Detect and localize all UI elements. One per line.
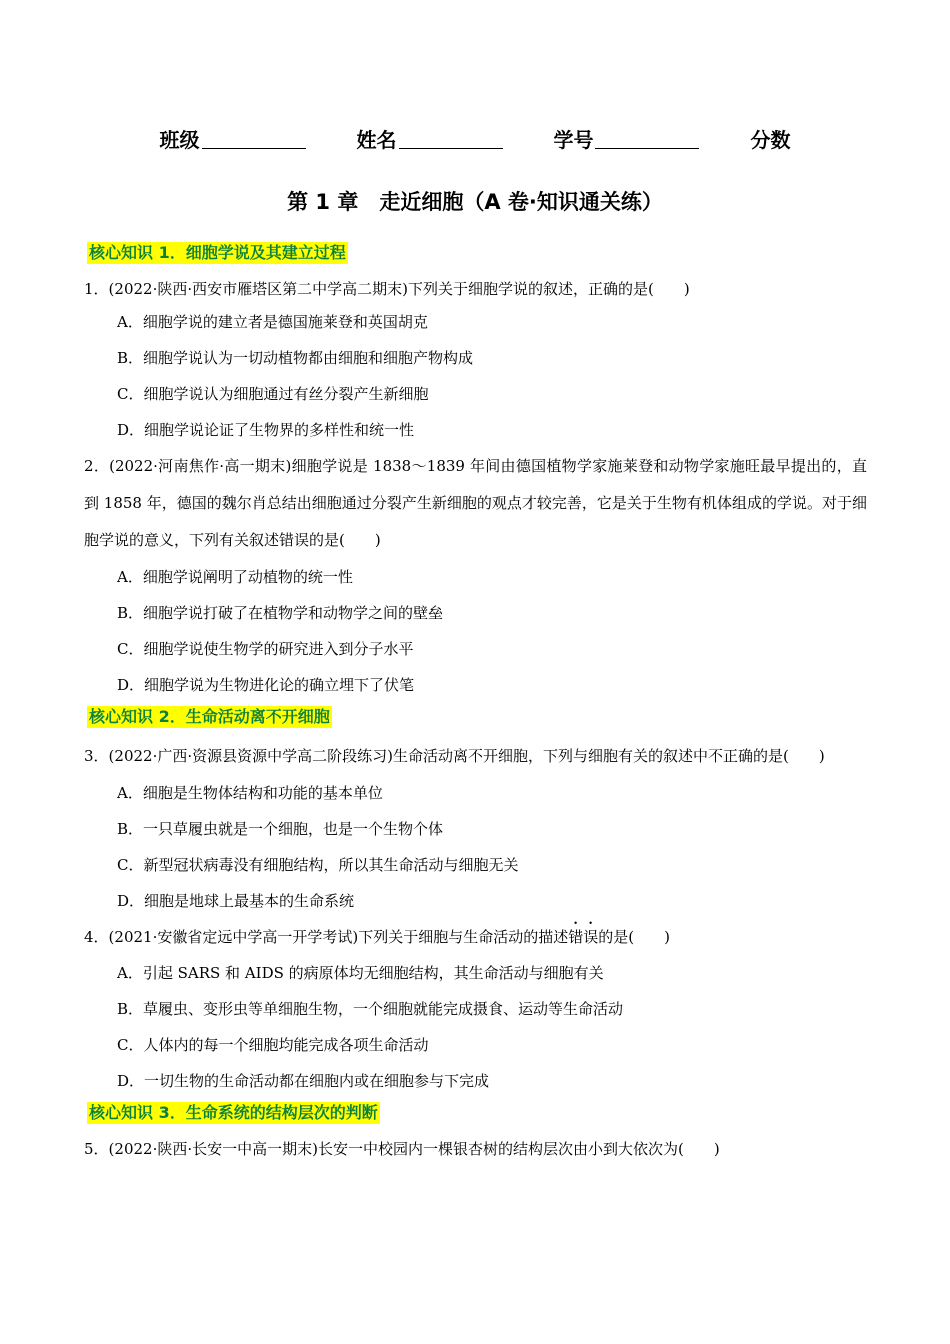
option-c: C．人体内的每一个细胞均能完成各项生命活动 (117, 1036, 429, 1054)
option-a: A．细胞学说阐明了动植物的统一性 (117, 568, 353, 586)
class-field (160, 124, 306, 153)
question (84, 448, 867, 703)
section-heading: 核心知识 1．细胞学说及其建立过程 (89, 243, 346, 262)
score-label: 分数 (750, 128, 791, 152)
question-stem: 1．(2022·陕西·西安市雁塔区第二中学高二期末)下列关于细胞学说的叙述，正确的是( ) (84, 280, 690, 298)
option-c: C．细胞学说使生物学的研究进入到分子水平 (117, 640, 414, 658)
question-stem: 3．(2022·广西·资源县资源中学高二阶段练习)生命活动离不开细胞，下列与细胞有关的叙述中不正确的是( ) (84, 747, 825, 765)
page-title: 第 1 章 走近细胞（A 卷·知识通关练） (287, 190, 663, 214)
question-stem (84, 919, 867, 955)
option-d: D．细胞学说为生物进化论的确立埋下了伏笔 (117, 676, 415, 694)
question-stem-suffix: 的是( ) (598, 928, 670, 946)
class-blank[interactable] (202, 130, 306, 149)
document-body (84, 239, 867, 1164)
option-b: B．一只草履虫就是一个细胞，也是一个生物个体 (117, 820, 444, 838)
question-stem-prefix: 4．(2021·安徽省定远中学高一开学考试)下列关于细胞与生命活动的描述 (84, 928, 569, 946)
name-blank[interactable] (399, 130, 503, 149)
section-heading: 核心知识 3．生命系统的结构层次的判断 (89, 1103, 378, 1122)
question (84, 919, 867, 1099)
option-d: D．细胞是地球上最基本的生命系统 (117, 892, 355, 910)
section (84, 1099, 867, 1164)
option-a: A．细胞学说的建立者是德国施莱登和英国胡克 (117, 313, 428, 331)
class-label: 班级 (159, 128, 200, 152)
section (84, 239, 867, 703)
section (84, 703, 867, 1099)
option-b: B．草履虫、变形虫等单细胞生物，一个细胞就能完成摄食、运动等生命活动 (117, 1000, 624, 1018)
question (84, 1134, 867, 1164)
question (84, 738, 867, 919)
section-heading: 核心知识 2．生命活动离不开细胞 (89, 707, 330, 726)
option-a: A．引起 SARS 和 AIDS 的病原体均无细胞结构，其生命活动与细胞有关 (117, 964, 604, 982)
score-field (750, 124, 790, 153)
option-b: B．细胞学说打破了在植物学和动物学之间的壁垒 (117, 604, 444, 622)
question-stem-emphasis: 错误 (568, 928, 599, 946)
option-c: C．细胞学说认为细胞通过有丝分裂产生新细胞 (117, 385, 429, 403)
student-id-blank[interactable] (595, 130, 699, 149)
name-label: 姓名 (356, 128, 397, 152)
student-id-field (553, 124, 699, 153)
question-stem: 2．(2022·河南焦作·高一期末)细胞学说是 1838～1839 年间由德国植物学家施莱登和动物学家施旺最早提出的，直到 1858 年，德国的魏尔肖总结出细胞通过分裂产生新细胞的观点才较完善，它是关于生物有机体组成的学说。对于细胞学说的意义，下列有关叙述错误的是( ) (84, 457, 867, 549)
student-id-label: 学号 (553, 128, 594, 152)
option-a: A．细胞是生物体结构和功能的基本单位 (117, 784, 383, 802)
student-info-header (0, 124, 950, 153)
question-stem: 5．(2022·陕西·长安一中高一期末)长安一中校园内一棵银杏树的结构层次由小到大依次为( ) (84, 1140, 720, 1158)
option-d: D．一切生物的生命活动都在细胞内或在细胞参与下完成 (117, 1072, 490, 1090)
option-c: C．新型冠状病毒没有细胞结构，所以其生命活动与细胞无关 (117, 856, 519, 874)
name-field (357, 124, 503, 153)
option-b: B．细胞学说认为一切动植物都由细胞和细胞产物构成 (117, 349, 474, 367)
question (84, 274, 867, 448)
option-d: D．细胞学说论证了生物界的多样性和统一性 (117, 421, 415, 439)
